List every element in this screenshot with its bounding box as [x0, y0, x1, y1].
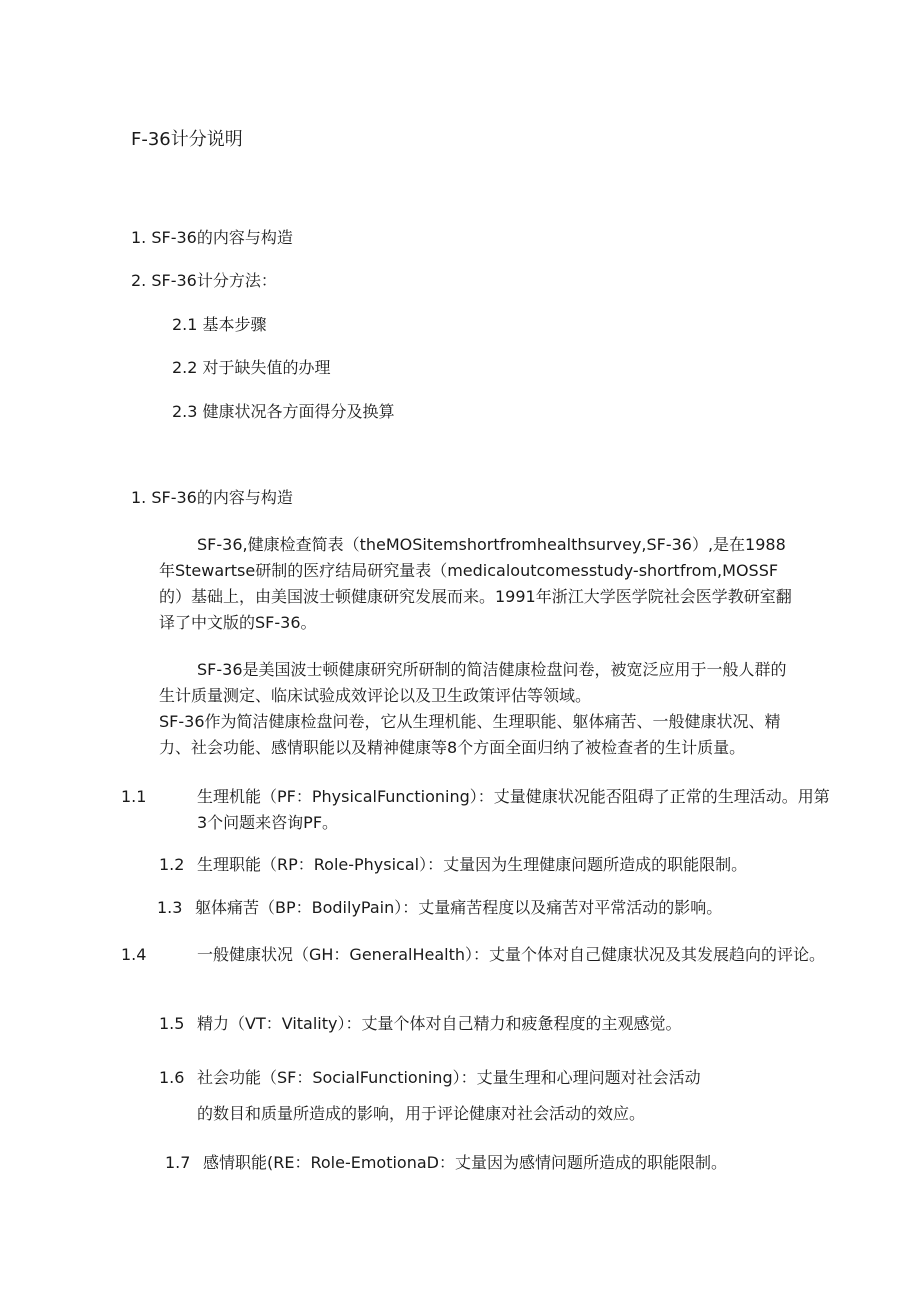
paragraph-overview-b: SF-36作为简洁健康检盘问卷，它从生理机能、生理职能、躯体痛苦、一般健康状况、精力、社会功能、感情职能以及精神健康等8个方面全面归纳了被检查者的生计质量。	[159, 712, 781, 757]
item-text: 一般健康状况（GH：GeneralHealth）：丈量个体对自己健康状况及其发展趋向的评论。	[197, 945, 826, 964]
toc-item-1: 1. SF-36的内容与构造	[131, 228, 293, 247]
dimension-item-bp	[157, 895, 797, 921]
item-text: 精力（VT：Vitality）：丈量个体对自己精力和疲惫程度的主观感觉。	[197, 1014, 682, 1033]
paragraph-intro-text: SF-36,健康检查简表（theMOSitemshortfromhealthsurvey,SF-36）,是在1988年Stewartse研制的医疗结局研究量表（medicaloutcomesstudy-shortfrom,MOSSF的）基础上，由美国波士顿健康研究发展而来。1991年浙江大学医学院社会医学教研室翻译了中文版的SF-36。	[159, 535, 792, 632]
toc-item-2-1: 2.1 基本步骤	[172, 315, 267, 334]
item-text: 生理机能（PF：PhysicalFunctioning）：丈量健康状况能否阻碍了正常的生理活动。用第3个问题来咨询PF。	[197, 787, 830, 832]
toc-item-2-3: 2.3 健康状况各方面得分及换算	[172, 402, 395, 421]
toc-item-2-2: 2.2 对于缺失值的办理	[172, 358, 331, 377]
item-text: 生理职能（RP：Role-Physical）：丈量因为生理健康问题所造成的职能限制。	[197, 855, 748, 874]
paragraph-intro	[159, 532, 799, 636]
dimension-item-vt	[159, 1011, 799, 1037]
item-text: 社会功能（SF：SocialFunctioning）：丈量生理和心理问题对社会活动	[197, 1068, 701, 1087]
dimension-item-rp	[159, 852, 799, 878]
paragraph-overview-a	[159, 657, 799, 709]
dimension-item-gh	[121, 942, 837, 968]
paragraph-overview	[159, 657, 799, 761]
item-number: 1.5	[159, 1014, 185, 1033]
item-number: 1.7	[165, 1153, 191, 1172]
dimension-item-pf	[121, 784, 837, 836]
item-text: 感情职能(RE：Role-EmotionaD：丈量因为感情问题所造成的职能限制。	[203, 1153, 727, 1172]
toc-item-2: 2. SF-36计分方法：	[131, 271, 277, 290]
item-text: 躯体痛苦（BP：BodilyPain）：丈量痛苦程度以及痛苦对平常活动的影响。	[195, 898, 723, 917]
item-number: 1.2	[159, 855, 185, 874]
item-number: 1.3	[157, 898, 183, 917]
page-title: F-36计分说明	[131, 129, 243, 150]
item-number: 1.4	[121, 945, 147, 964]
item-number: 1.1	[121, 787, 147, 806]
paragraph-overview-a-text: SF-36是美国波士顿健康研究所研制的简洁健康检盘问卷，被宽泛应用于一般人群的生计质量测定、临床试验成效评论以及卫生政策评估等领域。	[159, 660, 787, 705]
item-number: 1.6	[159, 1068, 185, 1087]
dimension-item-sf-continuation: 的数目和质量所造成的影响，用于评论健康对社会活动的效应。	[197, 1104, 646, 1123]
dimension-item-re	[165, 1150, 805, 1176]
dimension-item-sf	[159, 1065, 799, 1091]
section-1-heading: 1. SF-36的内容与构造	[131, 488, 293, 507]
